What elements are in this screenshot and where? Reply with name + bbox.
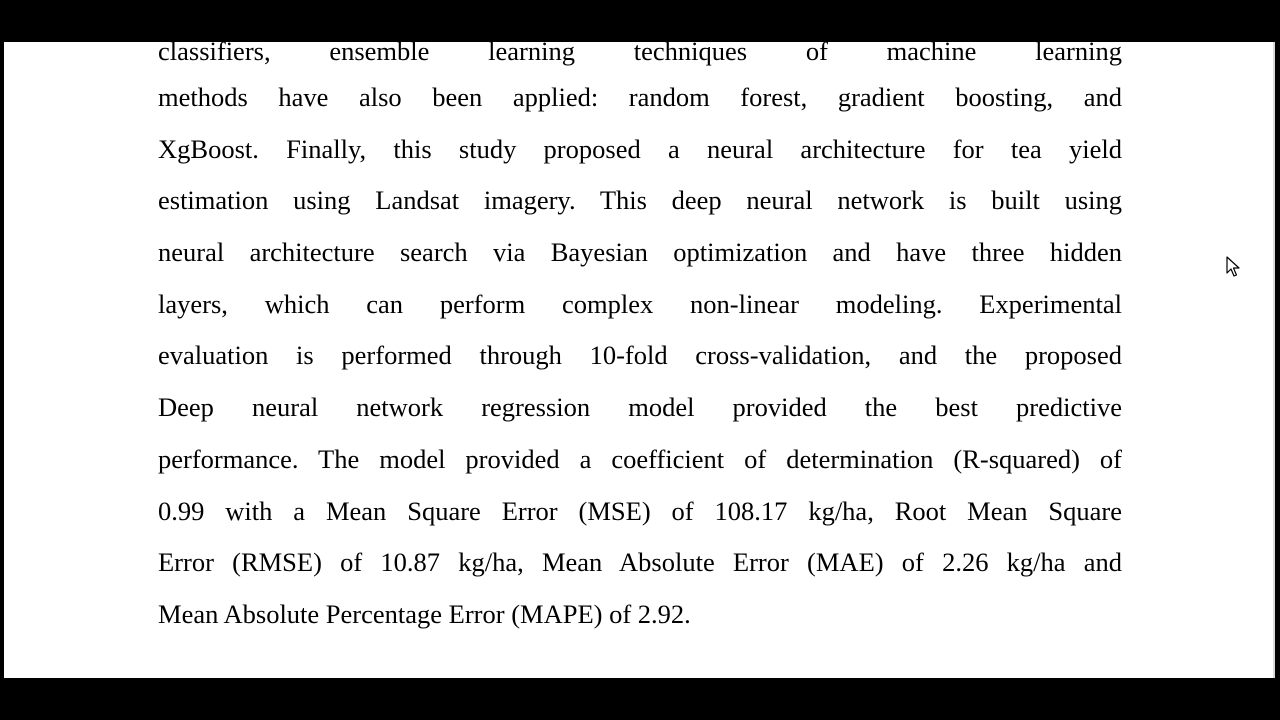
page-edge [1273, 42, 1275, 678]
text-line-6: evaluation is performed through 10-fold cross-validation, and the proposed [158, 340, 1122, 371]
abstract-paragraph [158, 42, 1122, 641]
text-line-2: XgBoost. Finally, this study proposed a neural architecture for tea yield [158, 133, 1122, 164]
text-line-7: Deep neural network regression model provided the best predictive [158, 392, 1122, 423]
clipped-text-line: classifiers, ensemble learning techniques of machine learning [158, 42, 1122, 66]
text-line-4: neural architecture search via Bayesian optimization and have three hidden [158, 237, 1122, 268]
text-line-11: Mean Absolute Percentage Error (MAPE) of 2.92. [158, 598, 691, 629]
text-line-10: Error (RMSE) of 10.87 kg/ha, Mean Absolute Error (MAE) of 2.26 kg/ha and [158, 547, 1122, 578]
text-line-8: performance. The model provided a coefficient of determination (R-squared) of [158, 443, 1122, 474]
text-line-5: layers, which can perform complex non-linear modeling. Experimental [158, 288, 1122, 319]
text-line-1: methods have also been applied: random forest, gradient boosting, and [158, 82, 1122, 112]
text-line-3: estimation using Landsat imagery. This deep neural network is built using [158, 185, 1122, 216]
document-page [4, 42, 1273, 678]
mouse-pointer-icon [1226, 256, 1242, 278]
text-line-9: 0.99 with a Mean Square Error (MSE) of 108.17 kg/ha, Root Mean Square [158, 495, 1122, 526]
